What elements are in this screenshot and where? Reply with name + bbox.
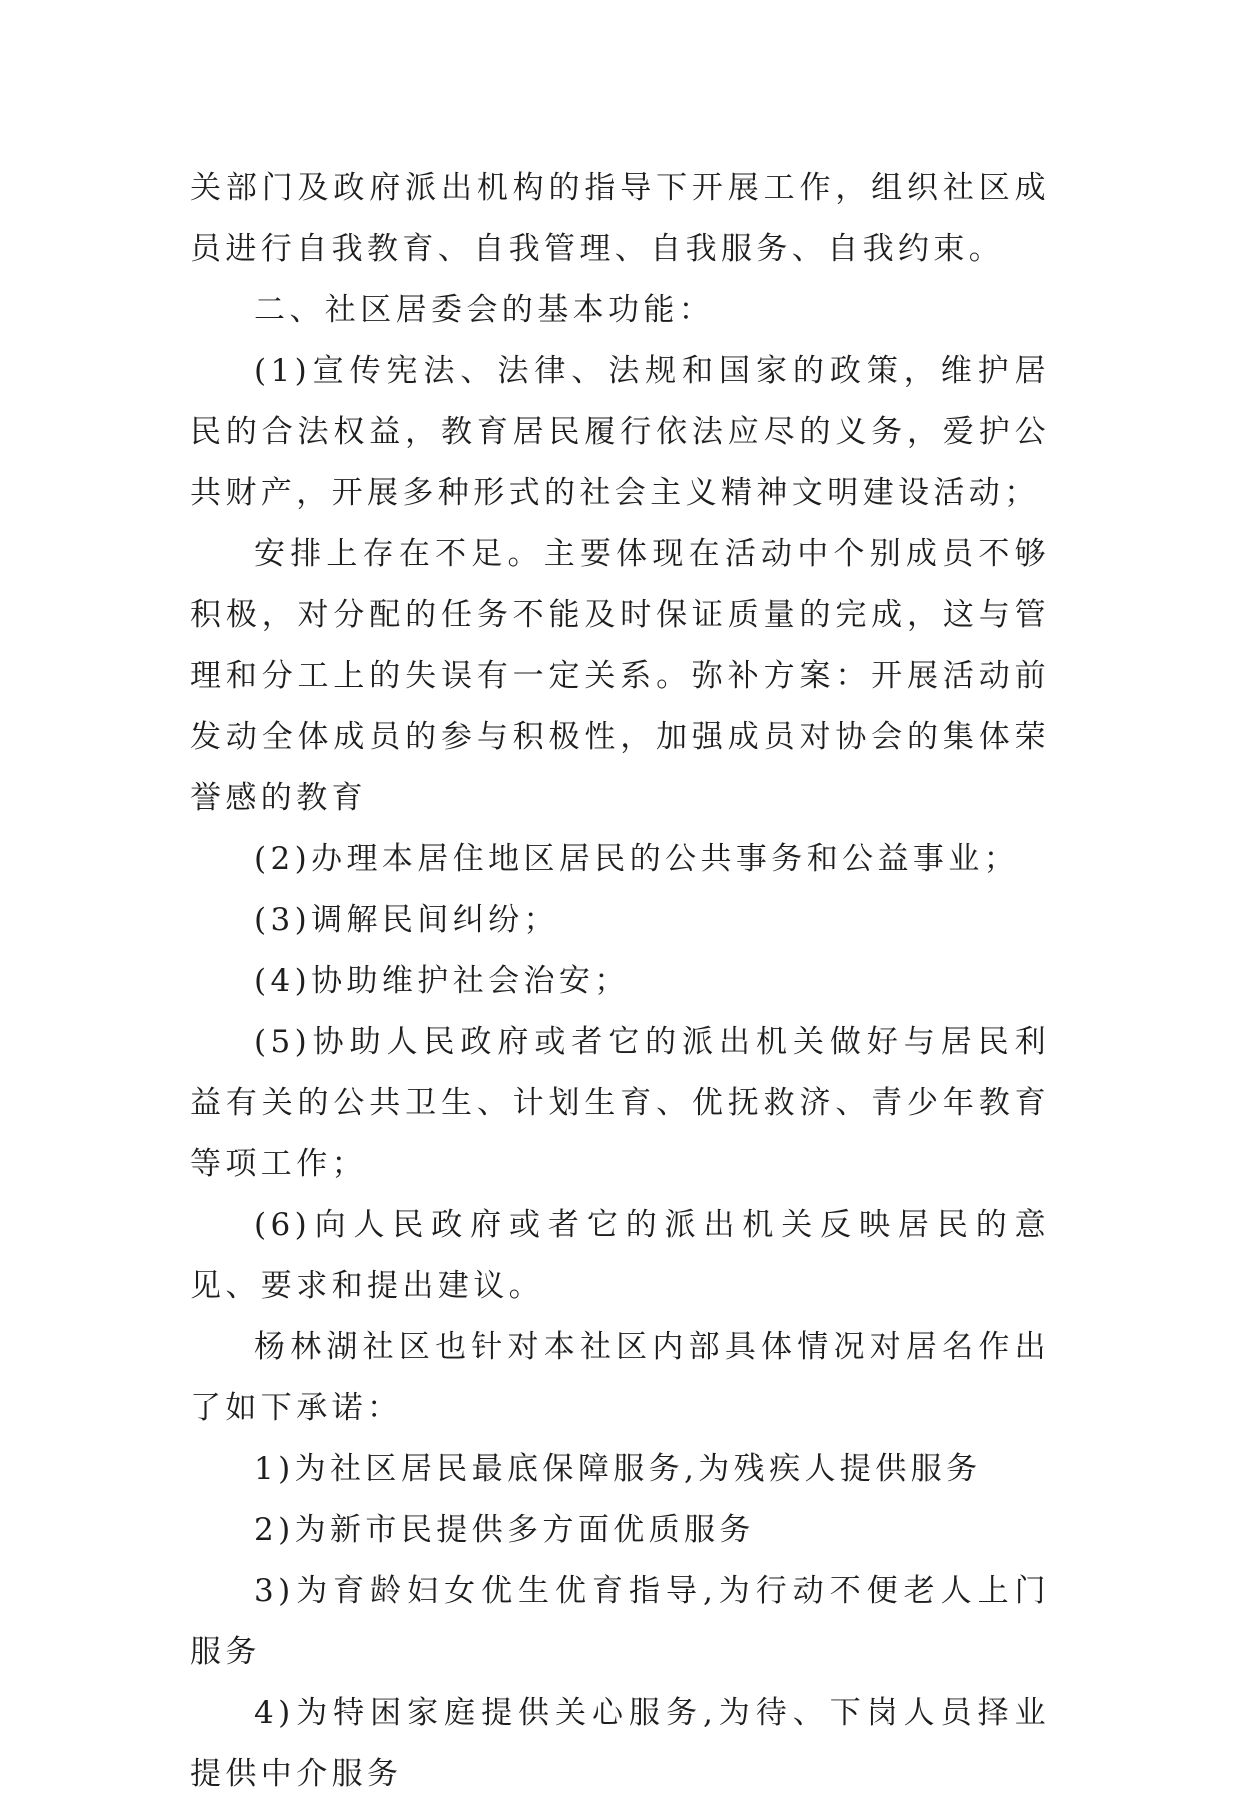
list-item-commitment-3: 3)为育龄妇女优生优育指导,为行动不便老人上门服务: [190, 1573, 1050, 1670]
list-item-function-4: (4)协助维护社会治安；: [254, 963, 630, 999]
paragraph-continuation: 关部门及政府派出机构的指导下开展工作，组织社区成员进行自我教育、自我管理、自我服务、自我约束。: [190, 170, 1050, 267]
document-body: [190, 158, 1050, 1805]
list-item-function-1: (1)宣传宪法、法律、法规和国家的政策，维护居民的合法权益，教育居民履行依法应尽的义务，爱护公共财产，开展多种形式的社会主义精神文明建设活动；: [190, 353, 1050, 511]
list-item-commitment-1: 1)为社区居民最底保障服务,为残疾人提供服务: [254, 1451, 982, 1487]
list-item-commitment-4: 4)为特困家庭提供关心服务,为待、下岗人员择业提供中介服务: [190, 1695, 1050, 1792]
list-item-function-2: (2)办理本居住地区居民的公共事务和公益事业；: [254, 841, 1020, 877]
section-heading-basic-functions: 二、社区居委会的基本功能：: [254, 292, 715, 328]
paragraph-community-commitment: 杨林湖社区也针对本社区内部具体情况对居名作出了如下承诺：: [190, 1329, 1050, 1426]
list-item-function-6: (6)向人民政府或者它的派出机关反映居民的意见、要求和提出建议。: [190, 1207, 1050, 1304]
paragraph-shortcomings: 安排上存在不足。主要体现在活动中个别成员不够积极，对分配的任务不能及时保证质量的完成，这与管理和分工上的失误有一定关系。弥补方案：开展活动前发动全体成员的参与积极性，加强成员对协会的集体荣誉感的教育: [190, 536, 1050, 816]
list-item-function-5: (5)协助人民政府或者它的派出机关做好与居民利益有关的公共卫生、计划生育、优抚救济、青少年教育等项工作；: [190, 1024, 1050, 1182]
list-item-commitment-2: 2)为新市民提供多方面优质服务: [254, 1512, 755, 1548]
list-item-function-3: (3)调解民间纠纷；: [254, 902, 559, 938]
